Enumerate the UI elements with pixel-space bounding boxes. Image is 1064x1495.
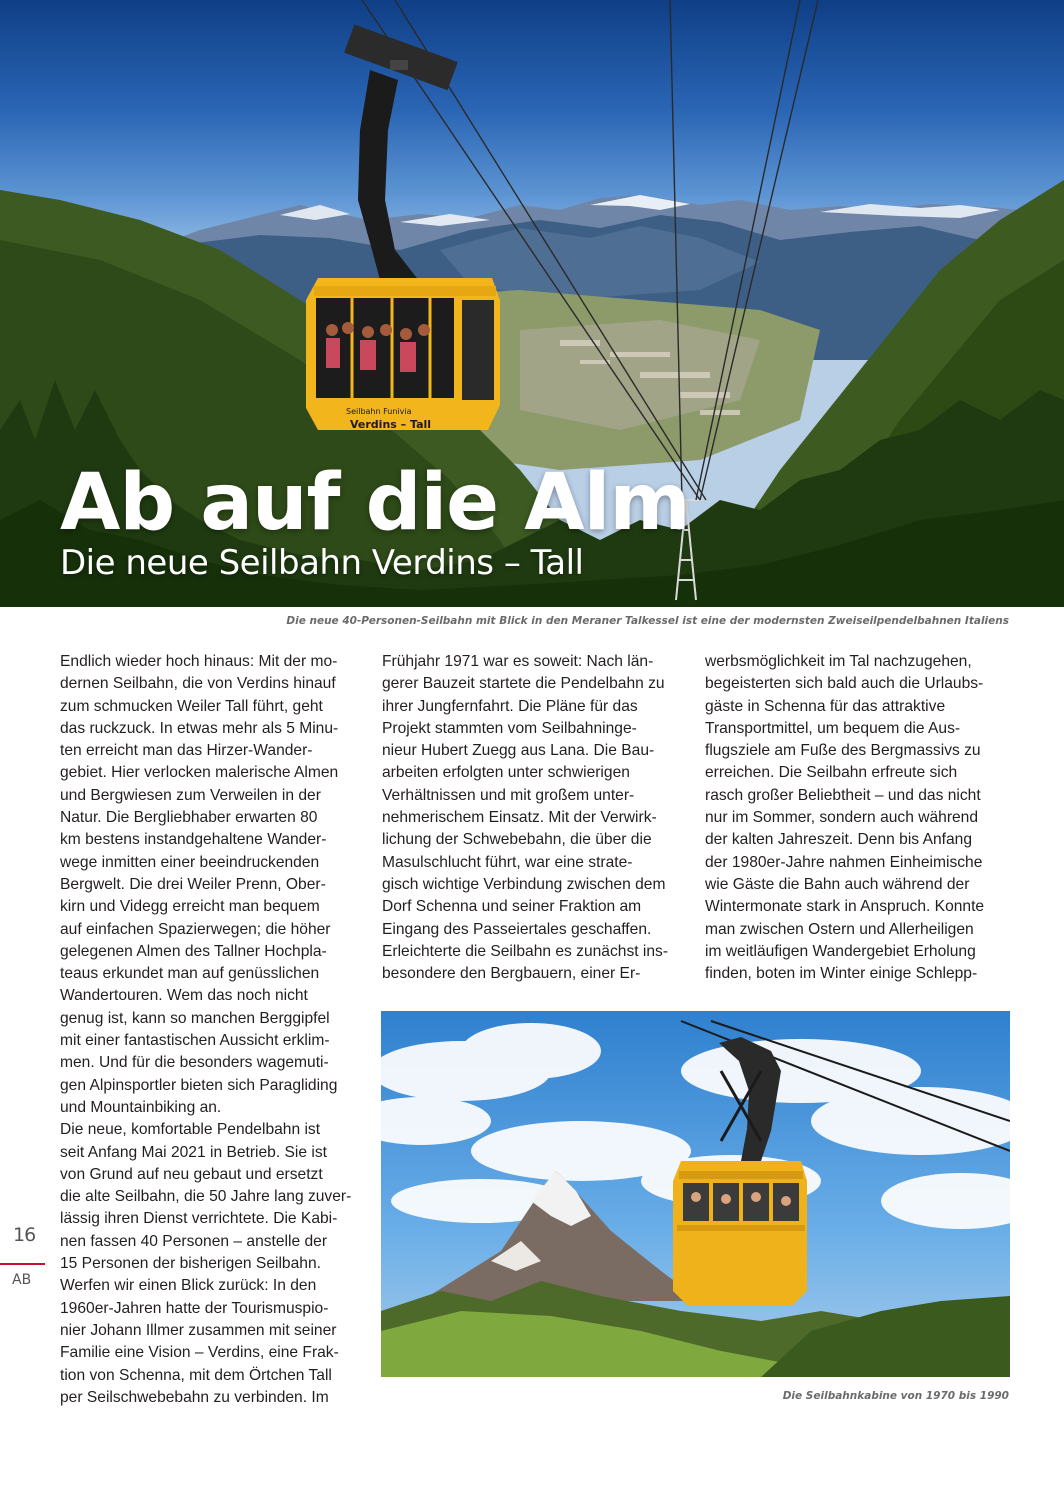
text-line: werbsmöglichkeit im Tal nachzugehen, (705, 653, 972, 670)
text-line: und Bergwiesen zum Verweilen in der (60, 786, 321, 804)
text-line: seit Anfang Mai 2021 in Betrieb. Sie ist (60, 1143, 327, 1161)
text-line: rasch großer Beliebtheit – und das nicht (705, 786, 981, 804)
text-line: Erleichterte die Seilbahn es zunächst ins- (382, 942, 669, 960)
text-line: nehmerischem Einsatz. Mit der Verwirk- (382, 809, 657, 827)
text-line: Wintermonate stark in Anspruch. Konnte (705, 898, 985, 916)
text-line: gisch wichtige Verbindung zwischen dem (382, 875, 666, 893)
text-line: men. Und für die besonders wagemuti- (60, 1054, 329, 1072)
text-line: teaus erkundet man auf genüsslichen (60, 965, 320, 983)
text-line: auf einfachen Spazierwegen; die höher (60, 920, 331, 938)
text-line: besondere den Bergbauern, einer Er- (382, 965, 641, 983)
text-line: die alte Seilbahn, die 50 Jahre lang zuver- (60, 1188, 352, 1206)
page-subtitle: Die neue Seilbahn Verdins – Tall (60, 543, 584, 583)
historic-cabin-icon (673, 1161, 807, 1305)
text-line: km bestens instandgehaltene Wander- (60, 831, 327, 849)
page-title: Ab auf die Alm (60, 458, 690, 548)
cabin-icon (306, 278, 500, 431)
text-column-3 (705, 651, 1010, 985)
text-line: Dorf Schenna und seiner Fraktion am (382, 898, 642, 916)
text-line: Eingang des Passeiertales geschaffen. (382, 920, 652, 938)
text-line: erreichen. Die Seilbahn erfreute sich (705, 764, 958, 782)
text-line: Endlich wieder hoch hinaus: Mit der mo- (60, 653, 338, 670)
text-line: der kalten Jahreszeit. Denn bis Anfang (705, 831, 972, 849)
text-line: Wandertouren. Wem das noch nicht (60, 987, 308, 1005)
text-line: tion von Schenna, mit dem Örtchen Tall (60, 1366, 332, 1384)
text-line: genug ist, kann so manchen Berggipfel (60, 1009, 330, 1027)
text-line: dernen Seilbahn, die von Verdins hinauf (60, 675, 336, 693)
text-line: finden, boten im Winter einige Schlepp- (705, 965, 978, 983)
text-line: lichung der Schwebebahn, die über die (382, 831, 652, 849)
magazine-label: AB (12, 1272, 32, 1288)
text-line: lässig ihren Dienst verrichtete. Die Kabi- (60, 1210, 338, 1228)
text-line: begeisterten sich bald auch die Urlaubs- (705, 675, 984, 693)
text-line: Projekt stammten vom Seilbahninge- (382, 719, 637, 737)
cabin-sign-bottom: Verdins – Tall (350, 418, 432, 431)
text-line: nur im Sommer, sondern auch während (705, 809, 979, 827)
text-line: wie Gäste die Bahn auch während der (705, 875, 970, 893)
text-line: zum schmucken Weiler Tall führt, geht (60, 697, 323, 715)
text-line: Masulschlucht führt, war eine strate- (382, 853, 633, 871)
text-line: nen fassen 40 Personen – anstelle der (60, 1232, 328, 1250)
hero-caption: Die neue 40-Personen-Seilbahn mit Blick in den Meraner Talkessel ist eine der modernsten Zweiseilpendelbahnen Italiens (286, 615, 1009, 627)
page-number: 16 (13, 1224, 36, 1246)
text-line: und Mountainbiking an. (60, 1098, 222, 1116)
text-line: mit einer fantastischen Aussicht erklim- (60, 1032, 330, 1050)
text-line: von Grund auf neu gebaut und ersetzt (60, 1165, 323, 1183)
text-line: gerer Bauzeit startete die Pendelbahn zu (382, 675, 665, 693)
text-line: kirn und Videgg erreicht man bequem (60, 898, 320, 916)
text-line: flugsziele am Fuße des Bergmassivs zu (705, 742, 981, 760)
text-line: ten erreicht man das Hirzer-Wander- (60, 742, 313, 760)
text-line: per Seilschwebebahn zu verbinden. Im (60, 1388, 329, 1406)
text-line: Die neue, komfortable Pendelbahn ist (60, 1121, 321, 1139)
text-line: Werfen wir einen Blick zurück: In den (60, 1277, 317, 1295)
text-line: wege inmitten einer beeindruckenden (60, 853, 320, 871)
text-line: Transportmittel, um bequem die Aus- (705, 719, 961, 737)
text-line: 1960er-Jahren hatte der Tourismuspio- (60, 1299, 329, 1317)
text-line: man zwischen Ostern und Allerheiligen (705, 920, 974, 938)
text-line: Verhältnissen und mit großem unter- (382, 786, 635, 804)
text-line: gebiet. Hier verlocken malerische Almen (60, 764, 339, 782)
text-column-1 (60, 651, 360, 1409)
cabin-sign-top: Seilbahn Funivia (346, 407, 412, 416)
text-line: ihrer Jungfernfahrt. Die Pläne für das (382, 697, 638, 715)
text-line: nieur Hubert Zuegg aus Lana. Die Bau- (382, 742, 655, 760)
text-line: Familie eine Vision – Verdins, eine Frak- (60, 1344, 339, 1362)
historic-photo-caption: Die Seilbahnkabine von 1970 bis 1990 (782, 1390, 1009, 1402)
text-line: Bergwelt. Die drei Weiler Prenn, Ober- (60, 875, 326, 893)
text-line: gäste in Schenna für das attraktive (705, 697, 946, 715)
historic-cabin-illustration (381, 1011, 1010, 1377)
text-column-2 (382, 651, 687, 985)
historic-cabin-photo (381, 1011, 1010, 1377)
text-line: der 1980er-Jahre nahmen Einheimische (705, 853, 983, 871)
accent-divider (0, 1263, 45, 1265)
hero-photo (0, 0, 1064, 607)
text-line: im weitläufigen Wandergebiet Erholung (705, 942, 976, 960)
text-line: Natur. Die Bergliebhaber erwarten 80 (60, 809, 318, 827)
text-line: gen Alpinsportler bieten sich Paragliding (60, 1076, 338, 1094)
text-line: nier Johann Illmer zusammen mit seiner (60, 1321, 337, 1339)
text-line: arbeiten erfolgten unter schwierigen (382, 764, 630, 782)
text-line: 15 Personen der bisherigen Seilbahn. (60, 1255, 321, 1273)
text-line: das ruckzuck. In etwas mehr als 5 Minu- (60, 719, 339, 737)
text-line: Frühjahr 1971 war es soweit: Nach län- (382, 653, 654, 670)
text-line: gelegenen Almen des Tallner Hochpla- (60, 942, 327, 960)
